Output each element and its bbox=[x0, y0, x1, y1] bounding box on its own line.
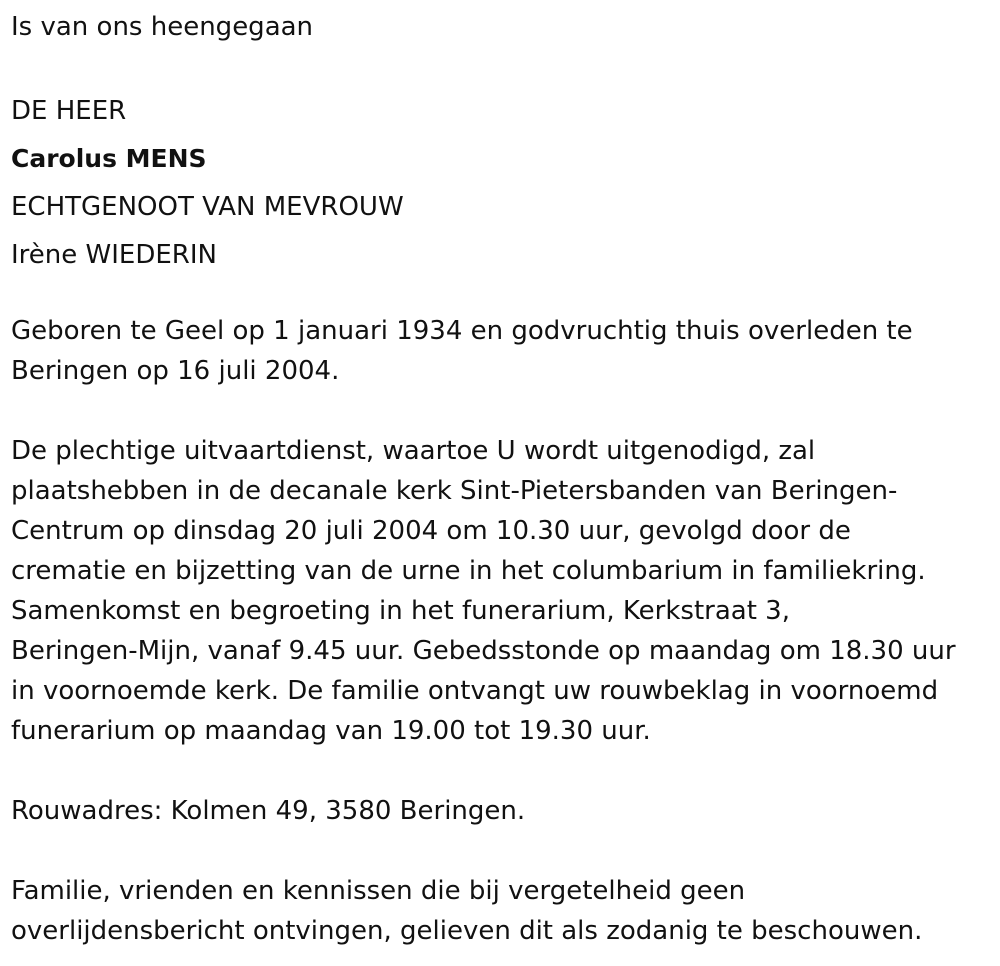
paragraph-line: funerarium op maandag van 19.00 tot 19.30 uur. bbox=[11, 716, 651, 746]
deceased-name: Carolus MENS bbox=[11, 144, 207, 173]
deceased-header bbox=[11, 87, 1000, 279]
paragraph-line: Samenkomst en begroeting in het funerarium, Kerkstraat 3, bbox=[11, 596, 790, 626]
closing-paragraph bbox=[11, 871, 1000, 951]
spouse-name: Irène WIEDERIN bbox=[11, 240, 217, 270]
paragraph-line: Beringen op 16 juli 2004. bbox=[11, 356, 340, 386]
intro-text: Is van ons heengegaan bbox=[11, 12, 314, 42]
paragraph-line: plaatshebben in de decanale kerk Sint-Pietersbanden van Beringen- bbox=[11, 476, 898, 506]
birth-death-paragraph bbox=[11, 311, 1000, 391]
paragraph-line: crematie en bijzetting van de urne in het columbarium in familiekring. bbox=[11, 556, 926, 586]
funeral-paragraph bbox=[11, 431, 1000, 751]
paragraph-line: Geboren te Geel op 1 januari 1934 en godvruchtig thuis overleden te bbox=[11, 316, 913, 346]
spouse-label: ECHTGENOOT VAN MEVROUW bbox=[11, 192, 404, 222]
spacer bbox=[11, 751, 1000, 791]
honorific: DE HEER bbox=[11, 96, 127, 126]
spacer bbox=[11, 391, 1000, 431]
paragraph-line: Beringen-Mijn, vanaf 9.45 uur. Gebedsstonde op maandag om 18.30 uur bbox=[11, 636, 956, 666]
paragraph-line: in voornoemde kerk. De familie ontvangt uw rouwbeklag in voornoemd bbox=[11, 676, 939, 706]
address-text: Rouwadres: Kolmen 49, 3580 Beringen. bbox=[11, 796, 526, 826]
spacer bbox=[11, 831, 1000, 871]
spacer bbox=[11, 47, 1000, 87]
paragraph-line: Centrum op dinsdag 20 juli 2004 om 10.30 uur, gevolgd door de bbox=[11, 516, 851, 546]
spacer bbox=[11, 279, 1000, 311]
paragraph-line: Familie, vrienden en kennissen die bij vergetelheid geen bbox=[11, 876, 746, 906]
paragraph-line: De plechtige uitvaartdienst, waartoe U wordt uitgenodigd, zal bbox=[11, 436, 816, 466]
paragraph-line: overlijdensbericht ontvingen, gelieven dit als zodanig te beschouwen. bbox=[11, 916, 923, 946]
